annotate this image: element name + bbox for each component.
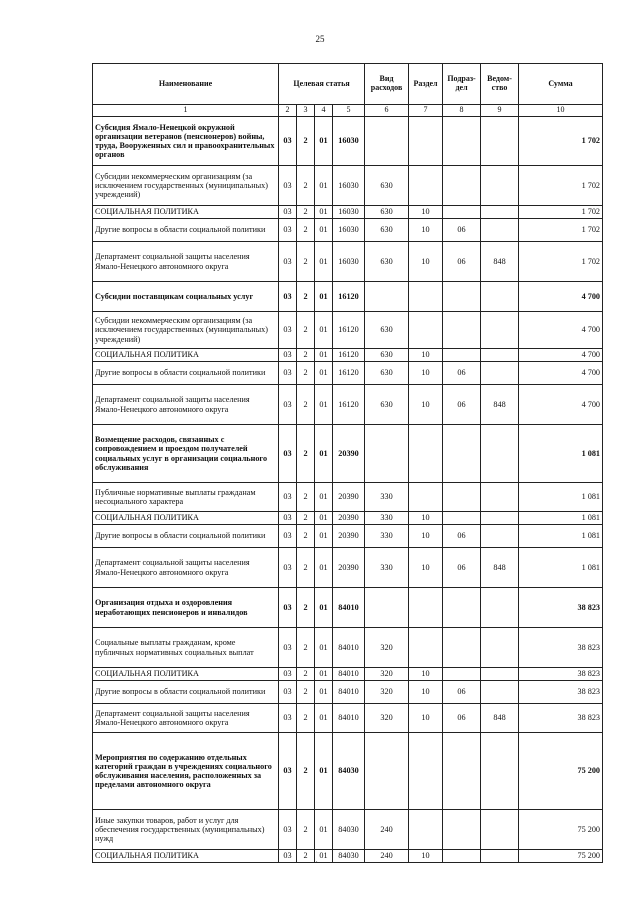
cell-department: 848 [481, 385, 519, 425]
cell-code-5: 84030 [333, 850, 365, 863]
cell-amount: 38 823 [519, 704, 603, 733]
cell-code-4: 01 [315, 312, 333, 349]
cell-code-2: 03 [279, 425, 297, 483]
cell-code-5: 16120 [333, 385, 365, 425]
cell-code-3: 2 [297, 588, 315, 628]
table-row [93, 850, 603, 863]
table-row [93, 588, 603, 628]
cell-department [481, 282, 519, 312]
cell-subsection [443, 588, 481, 628]
cell-section: 10 [409, 850, 443, 863]
cell-code-4: 01 [315, 548, 333, 588]
cell-department [481, 810, 519, 850]
cell-code-4: 01 [315, 733, 333, 810]
cell-name: СОЦИАЛЬНАЯ ПОЛИТИКА [93, 512, 279, 525]
cell-section [409, 733, 443, 810]
cell-code-4: 01 [315, 668, 333, 681]
table-row [93, 733, 603, 810]
cell-subsection: 06 [443, 385, 481, 425]
cell-code-4: 01 [315, 117, 333, 166]
cell-amount: 1 081 [519, 425, 603, 483]
cell-subsection [443, 349, 481, 362]
cell-section [409, 810, 443, 850]
cell-name: Департамент социальной защиты населения Ямало-Ненецкого автономного округа [93, 385, 279, 425]
cell-code-3: 2 [297, 425, 315, 483]
cell-expense-type: 330 [365, 483, 409, 512]
cell-section [409, 312, 443, 349]
cell-code-3: 2 [297, 483, 315, 512]
cell-code-3: 2 [297, 385, 315, 425]
cell-amount: 4 700 [519, 282, 603, 312]
cell-subsection: 06 [443, 681, 481, 704]
cell-subsection [443, 425, 481, 483]
cell-expense-type: 630 [365, 206, 409, 219]
cell-name: Возмещение расходов, связанных с сопровождением и проездом получателей социальных услуг в организации социального обслуживания [93, 425, 279, 483]
cell-code-5: 16030 [333, 242, 365, 282]
cell-name: СОЦИАЛЬНАЯ ПОЛИТИКА [93, 850, 279, 863]
cell-code-2: 03 [279, 525, 297, 548]
cell-amount: 1 081 [519, 525, 603, 548]
cell-code-4: 01 [315, 425, 333, 483]
cell-subsection: 06 [443, 219, 481, 242]
cell-section: 10 [409, 525, 443, 548]
cell-section: 10 [409, 668, 443, 681]
cell-name: Субсидии некоммерческим организациям (за исключением государственных (муниципальных) учреждений) [93, 312, 279, 349]
cell-section [409, 282, 443, 312]
cell-code-4: 01 [315, 704, 333, 733]
cell-department [481, 525, 519, 548]
table-row [93, 219, 603, 242]
cell-code-2: 03 [279, 704, 297, 733]
cell-name: Мероприятия по содержанию отдельных категорий граждан в учреждениях социального обслуживания населения, расположенных за пределами автономного округа [93, 733, 279, 810]
bottom-mark: . [316, 858, 318, 864]
cell-subsection: 06 [443, 548, 481, 588]
cell-code-4: 01 [315, 681, 333, 704]
cell-section: 10 [409, 219, 443, 242]
cell-amount: 75 200 [519, 733, 603, 810]
column-number: 3 [297, 105, 315, 117]
cell-department [481, 349, 519, 362]
cell-code-2: 03 [279, 282, 297, 312]
header-name: Наименование [93, 64, 279, 105]
table-row [93, 385, 603, 425]
cell-subsection [443, 483, 481, 512]
cell-code-2: 03 [279, 117, 297, 166]
cell-code-5: 16120 [333, 349, 365, 362]
cell-expense-type: 630 [365, 242, 409, 282]
cell-code-5: 84030 [333, 810, 365, 850]
cell-code-5: 16120 [333, 362, 365, 385]
cell-expense-type: 320 [365, 628, 409, 668]
cell-code-3: 2 [297, 704, 315, 733]
cell-department [481, 166, 519, 206]
cell-name: Иные закупки товаров, работ и услуг для обеспечения государственных (муниципальных) нужд [93, 810, 279, 850]
cell-code-5: 20390 [333, 525, 365, 548]
header-subsection: Подраз-дел [443, 64, 481, 105]
cell-expense-type: 630 [365, 312, 409, 349]
cell-expense-type: 630 [365, 166, 409, 206]
cell-section: 10 [409, 349, 443, 362]
cell-section [409, 117, 443, 166]
cell-code-2: 03 [279, 628, 297, 668]
cell-department: 848 [481, 548, 519, 588]
column-number: 10 [519, 105, 603, 117]
cell-name: СОЦИАЛЬНАЯ ПОЛИТИКА [93, 668, 279, 681]
table-row [93, 166, 603, 206]
cell-expense-type: 630 [365, 385, 409, 425]
cell-code-4: 01 [315, 525, 333, 548]
cell-department [481, 588, 519, 628]
cell-code-2: 03 [279, 810, 297, 850]
table-row [93, 312, 603, 349]
cell-expense-type: 630 [365, 362, 409, 385]
cell-code-5: 16030 [333, 166, 365, 206]
header-row [93, 64, 603, 105]
cell-code-3: 2 [297, 282, 315, 312]
cell-amount: 1 081 [519, 548, 603, 588]
cell-name: СОЦИАЛЬНАЯ ПОЛИТИКА [93, 349, 279, 362]
cell-department [481, 628, 519, 668]
cell-subsection [443, 810, 481, 850]
cell-subsection [443, 733, 481, 810]
column-number: 7 [409, 105, 443, 117]
cell-code-2: 03 [279, 588, 297, 628]
cell-section: 10 [409, 206, 443, 219]
column-number: 9 [481, 105, 519, 117]
cell-name: Департамент социальной защиты населения Ямало-Ненецкого автономного округа [93, 242, 279, 282]
cell-code-2: 03 [279, 166, 297, 206]
cell-code-2: 03 [279, 483, 297, 512]
cell-code-2: 03 [279, 850, 297, 863]
cell-amount: 38 823 [519, 588, 603, 628]
column-number: 6 [365, 105, 409, 117]
header-target: Целевая статья [279, 64, 365, 105]
table-row [93, 483, 603, 512]
cell-expense-type [365, 425, 409, 483]
cell-code-3: 2 [297, 628, 315, 668]
cell-name: Организация отдыха и оздоровления неработающих пенсионеров и инвалидов [93, 588, 279, 628]
cell-subsection [443, 312, 481, 349]
cell-expense-type: 330 [365, 512, 409, 525]
cell-amount: 4 700 [519, 385, 603, 425]
cell-code-4: 01 [315, 512, 333, 525]
cell-expense-type: 320 [365, 704, 409, 733]
cell-code-4: 01 [315, 282, 333, 312]
cell-section [409, 166, 443, 206]
cell-department [481, 117, 519, 166]
cell-section: 10 [409, 512, 443, 525]
cell-amount: 4 700 [519, 312, 603, 349]
cell-code-4: 01 [315, 483, 333, 512]
cell-code-5: 16120 [333, 312, 365, 349]
cell-subsection [443, 668, 481, 681]
header-amount: Сумма [519, 64, 603, 105]
cell-expense-type: 330 [365, 525, 409, 548]
cell-code-3: 2 [297, 668, 315, 681]
column-number: 1 [93, 105, 279, 117]
cell-expense-type [365, 588, 409, 628]
cell-amount: 38 823 [519, 681, 603, 704]
cell-subsection [443, 206, 481, 219]
cell-code-2: 03 [279, 385, 297, 425]
cell-code-5: 84010 [333, 668, 365, 681]
cell-code-5: 84010 [333, 681, 365, 704]
cell-subsection [443, 166, 481, 206]
table-row [93, 704, 603, 733]
cell-department [481, 425, 519, 483]
cell-section: 10 [409, 704, 443, 733]
budget-table [92, 63, 603, 863]
cell-code-3: 2 [297, 312, 315, 349]
cell-subsection: 06 [443, 242, 481, 282]
cell-expense-type [365, 282, 409, 312]
cell-code-4: 01 [315, 349, 333, 362]
cell-name: Департамент социальной защиты населения Ямало-Ненецкого автономного округа [93, 548, 279, 588]
cell-code-3: 2 [297, 733, 315, 810]
table-row [93, 548, 603, 588]
cell-code-3: 2 [297, 681, 315, 704]
table-row [93, 349, 603, 362]
cell-code-3: 2 [297, 117, 315, 166]
cell-code-3: 2 [297, 810, 315, 850]
cell-code-5: 20390 [333, 548, 365, 588]
column-number: 5 [333, 105, 365, 117]
cell-code-3: 2 [297, 349, 315, 362]
cell-code-5: 84010 [333, 588, 365, 628]
cell-department [481, 312, 519, 349]
cell-code-5: 16030 [333, 219, 365, 242]
cell-amount: 1 081 [519, 512, 603, 525]
table-row [93, 425, 603, 483]
cell-amount: 1 702 [519, 242, 603, 282]
cell-department: 848 [481, 704, 519, 733]
cell-subsection: 06 [443, 525, 481, 548]
cell-expense-type: 630 [365, 349, 409, 362]
cell-code-2: 03 [279, 362, 297, 385]
cell-subsection [443, 512, 481, 525]
cell-subsection [443, 282, 481, 312]
cell-code-3: 2 [297, 242, 315, 282]
cell-code-3: 2 [297, 850, 315, 863]
cell-code-2: 03 [279, 242, 297, 282]
table-row [93, 668, 603, 681]
cell-amount: 75 200 [519, 810, 603, 850]
cell-code-5: 20390 [333, 512, 365, 525]
cell-department [481, 681, 519, 704]
cell-department: 848 [481, 242, 519, 282]
cell-code-3: 2 [297, 512, 315, 525]
column-number: 2 [279, 105, 297, 117]
page-number: 25 [315, 34, 325, 44]
cell-code-5: 20390 [333, 483, 365, 512]
cell-amount: 38 823 [519, 668, 603, 681]
cell-code-4: 01 [315, 362, 333, 385]
cell-expense-type: 320 [365, 668, 409, 681]
table-row [93, 810, 603, 850]
cell-amount: 1 702 [519, 206, 603, 219]
cell-code-3: 2 [297, 525, 315, 548]
table-row [93, 525, 603, 548]
cell-amount: 4 700 [519, 349, 603, 362]
cell-code-3: 2 [297, 206, 315, 219]
cell-subsection: 06 [443, 362, 481, 385]
cell-code-5: 84030 [333, 733, 365, 810]
cell-code-5: 84010 [333, 628, 365, 668]
cell-section: 10 [409, 681, 443, 704]
cell-subsection [443, 628, 481, 668]
cell-amount: 38 823 [519, 628, 603, 668]
cell-code-4: 01 [315, 219, 333, 242]
cell-code-4: 01 [315, 385, 333, 425]
table-row [93, 362, 603, 385]
cell-amount: 4 700 [519, 362, 603, 385]
cell-code-4: 01 [315, 810, 333, 850]
cell-section [409, 483, 443, 512]
cell-department [481, 733, 519, 810]
table-row [93, 117, 603, 166]
cell-amount: 1 702 [519, 166, 603, 206]
cell-code-4: 01 [315, 242, 333, 282]
cell-department [481, 362, 519, 385]
cell-expense-type: 240 [365, 850, 409, 863]
cell-code-2: 03 [279, 219, 297, 242]
cell-section [409, 588, 443, 628]
cell-code-3: 2 [297, 548, 315, 588]
cell-section [409, 628, 443, 668]
table-row [93, 282, 603, 312]
cell-code-2: 03 [279, 681, 297, 704]
cell-name: Субсидия Ямало-Ненецкой окружной организации ветеранов (пенсионеров) войны, труда, Вооруженных сил и правоохранительных органов [93, 117, 279, 166]
table-row [93, 512, 603, 525]
cell-department [481, 483, 519, 512]
cell-section [409, 425, 443, 483]
column-number: 4 [315, 105, 333, 117]
header-department: Ведом-ство [481, 64, 519, 105]
cell-code-3: 2 [297, 219, 315, 242]
cell-code-2: 03 [279, 668, 297, 681]
cell-expense-type [365, 733, 409, 810]
table-row [93, 242, 603, 282]
cell-expense-type: 630 [365, 219, 409, 242]
cell-department [481, 668, 519, 681]
table-row [93, 681, 603, 704]
header-section: Раздел [409, 64, 443, 105]
cell-name: Социальные выплаты гражданам, кроме публичных нормативных социальных выплат [93, 628, 279, 668]
cell-name: Другие вопросы в области социальной политики [93, 525, 279, 548]
cell-section: 10 [409, 385, 443, 425]
cell-name: Другие вопросы в области социальной политики [93, 219, 279, 242]
cell-code-2: 03 [279, 733, 297, 810]
cell-code-5: 16030 [333, 206, 365, 219]
cell-code-5: 20390 [333, 425, 365, 483]
column-number-row [93, 105, 603, 117]
cell-code-5: 84010 [333, 704, 365, 733]
cell-code-4: 01 [315, 628, 333, 668]
column-number: 8 [443, 105, 481, 117]
cell-name: СОЦИАЛЬНАЯ ПОЛИТИКА [93, 206, 279, 219]
cell-section: 10 [409, 362, 443, 385]
cell-expense-type: 330 [365, 548, 409, 588]
table-row [93, 206, 603, 219]
cell-name: Другие вопросы в области социальной политики [93, 362, 279, 385]
cell-department [481, 850, 519, 863]
cell-department [481, 512, 519, 525]
cell-code-2: 03 [279, 312, 297, 349]
cell-name: Другие вопросы в области социальной политики [93, 681, 279, 704]
cell-expense-type: 240 [365, 810, 409, 850]
cell-code-2: 03 [279, 548, 297, 588]
cell-expense-type: 320 [365, 681, 409, 704]
cell-code-4: 01 [315, 850, 333, 863]
cell-expense-type [365, 117, 409, 166]
cell-name: Субсидии некоммерческим организациям (за исключением государственных (муниципальных) учреждений) [93, 166, 279, 206]
cell-code-4: 01 [315, 588, 333, 628]
cell-code-5: 16030 [333, 117, 365, 166]
cell-department [481, 206, 519, 219]
cell-code-2: 03 [279, 349, 297, 362]
cell-code-4: 01 [315, 206, 333, 219]
cell-amount: 1 081 [519, 483, 603, 512]
cell-subsection [443, 850, 481, 863]
cell-name: Департамент социальной защиты населения Ямало-Ненецкого автономного округа [93, 704, 279, 733]
cell-amount: 1 702 [519, 219, 603, 242]
cell-code-3: 2 [297, 166, 315, 206]
cell-name: Субсидии поставщикам социальных услуг [93, 282, 279, 312]
cell-department [481, 219, 519, 242]
table-body [93, 117, 603, 863]
cell-amount: 75 200 [519, 850, 603, 863]
cell-section: 10 [409, 548, 443, 588]
cell-name: Публичные нормативные выплаты гражданам несоциального характера [93, 483, 279, 512]
cell-subsection [443, 117, 481, 166]
cell-code-2: 03 [279, 512, 297, 525]
cell-code-2: 03 [279, 206, 297, 219]
header-expense-type: Вид расходов [365, 64, 409, 105]
cell-code-3: 2 [297, 362, 315, 385]
cell-subsection: 06 [443, 704, 481, 733]
cell-code-4: 01 [315, 166, 333, 206]
cell-amount: 1 702 [519, 117, 603, 166]
cell-code-5: 16120 [333, 282, 365, 312]
table-row [93, 628, 603, 668]
cell-section: 10 [409, 242, 443, 282]
